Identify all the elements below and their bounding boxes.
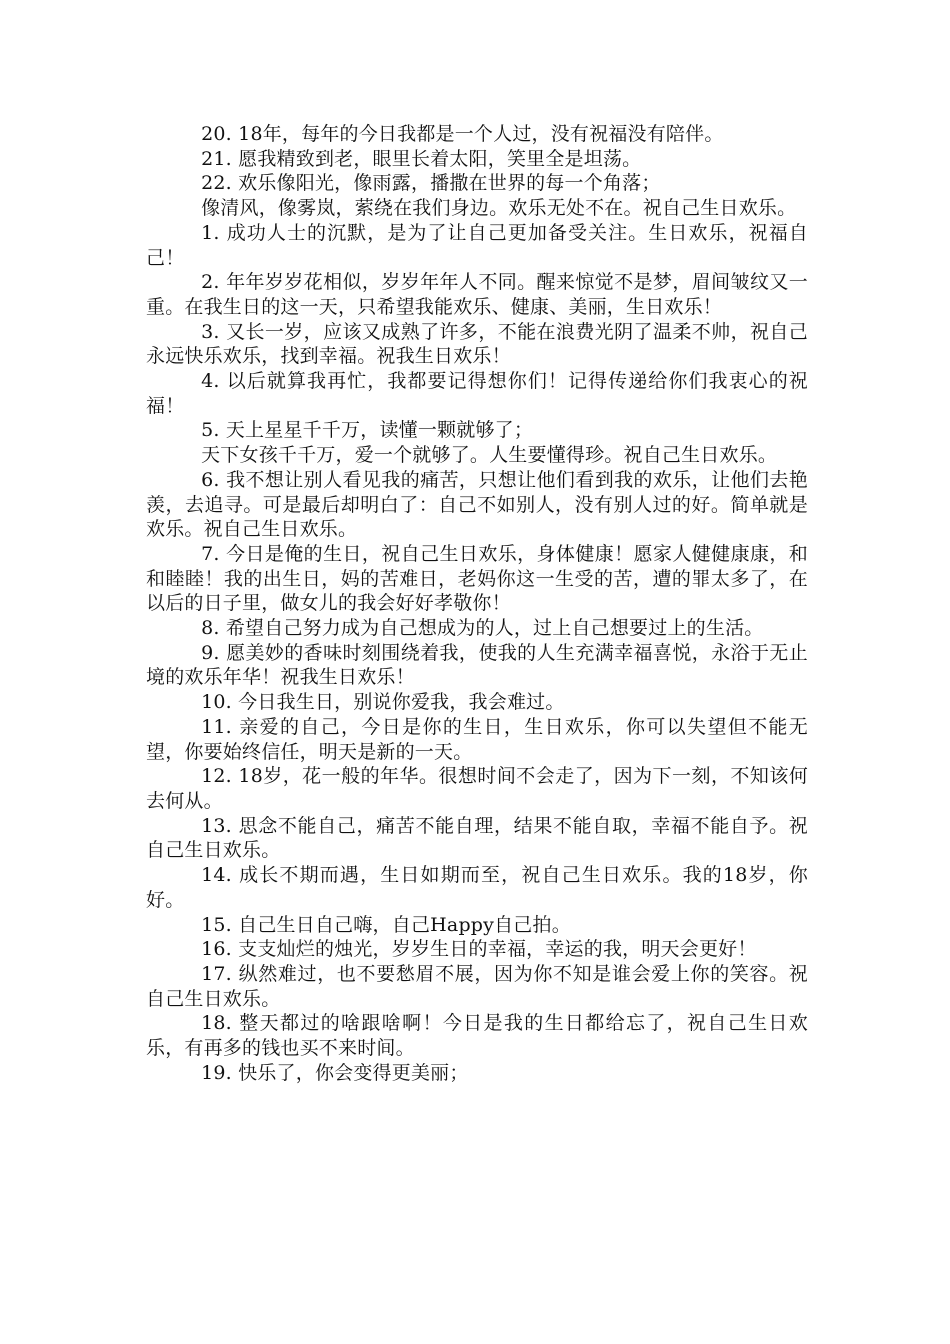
- paragraph-2: 2. 年年岁岁花相似，岁岁年年人不同。醒来惊觉不是梦，眉间皱纹又一重。在我生日的这一天，只希望我能欢乐、健康、美丽，生日欢乐！: [146, 271, 808, 318]
- paragraph-4: 4. 以后就算我再忙，我都要记得想你们！记得传递给你们我衷心的祝福！: [146, 370, 808, 417]
- paragraph-21: 21. 愿我精致到老，眼里长着太阳，笑里全是坦荡。: [201, 147, 642, 170]
- paragraph-13: 13. 思念不能自己，痛苦不能自理，结果不能自取，幸福不能自予。祝自己生日欢乐。: [146, 814, 808, 862]
- paragraph-19: 19. 快乐了，你会变得更美丽；: [201, 1061, 469, 1084]
- paragraph-14: 14. 成长不期而遇，生日如期而至，祝自己生日欢乐。我的18岁，你好。: [146, 864, 808, 911]
- paragraph-6: 6. 我不想让别人看见我的痛苦，只想让他们看到我的欢乐，让他们去艳羡，去追寻。可是最后却明白了：自己不如别人，没有别人过的好。简单就是欢乐。祝自己生日欢乐。: [146, 468, 808, 541]
- paragraph-3: 3. 又长一岁，应该又成熟了许多，不能在浪费光阴了温柔不帅，祝自己永远快乐欢乐，找到幸福。祝我生日欢乐！: [146, 320, 808, 368]
- document-body: [146, 122, 808, 1085]
- paragraph-12: 12. 18岁，花一般的年华。很想时间不会走了，因为下一刻，不知该何去何从。: [146, 765, 808, 812]
- paragraph-20: 20. 18年，每年的今日我都是一个人过，没有祝福没有陪伴。: [201, 123, 724, 145]
- paragraph-22-continued: 像清风，像雾岚，萦绕在我们身边。欢乐无处不在。祝自己生日欢乐。: [201, 197, 797, 220]
- paragraph-22: 22. 欢乐像阳光，像雨露，播撒在世界的每一个角落；: [201, 172, 661, 195]
- paragraph-5: 5. 天上星星千千万，读懂一颗就够了；: [201, 419, 534, 442]
- paragraph-15: 15. 自己生日自己嗨，自己Happy自己拍。: [201, 913, 571, 936]
- paragraph-16: 16. 支支灿烂的烛光，岁岁生日的幸福，幸运的我，明天会更好！: [201, 938, 757, 961]
- paragraph-17: 17. 纵然难过，也不要愁眉不展，因为你不知是谁会爱上你的笑容。祝自己生日欢乐。: [146, 962, 808, 1010]
- paragraph-1: 1. 成功人士的沉默，是为了让自己更加备受关注。生日欢乐，祝福自己！: [146, 221, 808, 269]
- paragraph-18: 18. 整天都过的啥跟啥啊！今日是我的生日都给忘了，祝自己生日欢乐，有再多的钱也买不来时间。: [146, 1012, 808, 1060]
- paragraph-8: 8. 希望自己努力成为自己想成为的人，过上自己想要过上的生活。: [201, 617, 764, 640]
- paragraph-9: 9. 愿美妙的香味时刻围绕着我，使我的人生充满幸福喜悦，永浴于无止境的欢乐年华！祝我生日欢乐！: [146, 641, 808, 689]
- paragraph-5-continued: 天下女孩千千万，爱一个就够了。人生要懂得珍。祝自己生日欢乐。: [201, 444, 778, 467]
- paragraph-11: 11. 亲爱的自己，今日是你的生日，生日欢乐，你可以失望但不能无望，你要始终信任，明天是新的一天。: [146, 715, 808, 763]
- paragraph-7: 7. 今日是俺的生日，祝自己生日欢乐，身体健康！愿家人健健康康，和和睦睦！我的出生日，妈的苦难日，老妈你这一生受的苦，遭的罪太多了，在以后的日子里，做女儿的我会好好孝敬你！: [146, 542, 808, 615]
- paragraph-10: 10. 今日我生日，别说你爱我，我会难过。: [201, 691, 565, 714]
